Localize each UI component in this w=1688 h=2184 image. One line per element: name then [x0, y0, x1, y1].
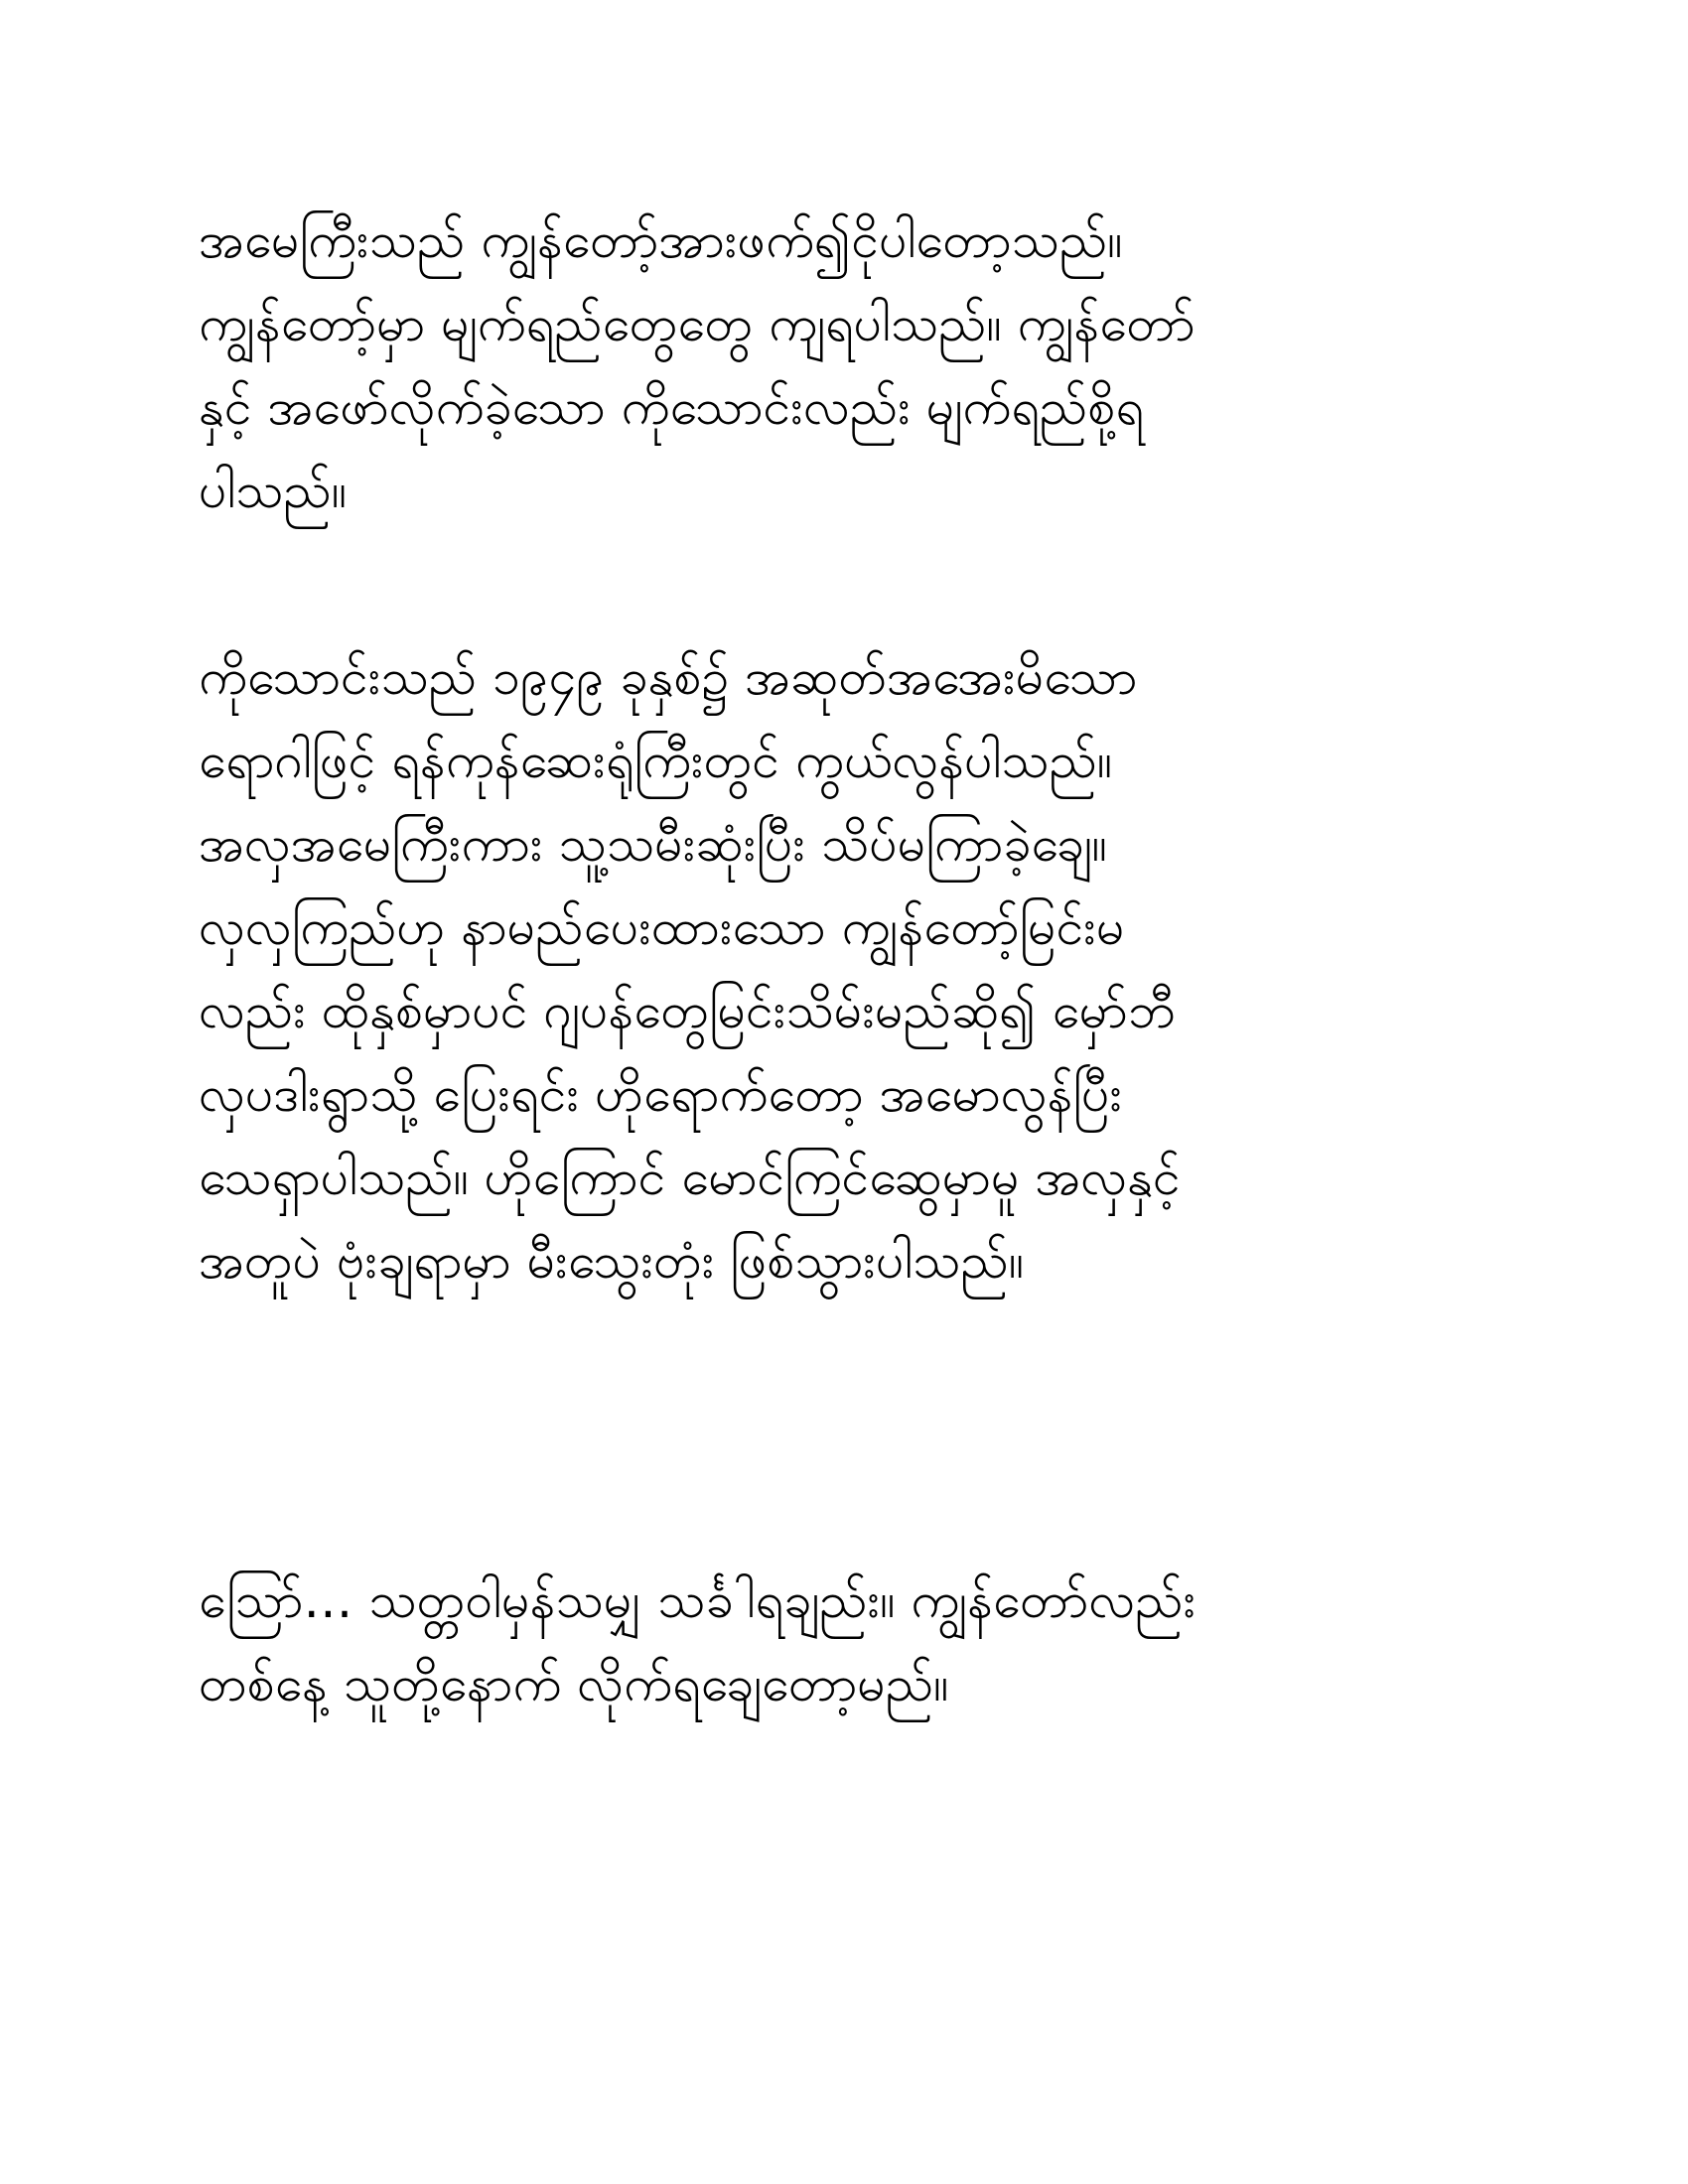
text-line: လှလှကြည်ဟု နာမည်ပေးထားသော ကျွန်တော့်မြင်းမ: [199, 898, 1125, 956]
text-line: သေရှာပါသည်။ ဟိုကြောင် မောင်ကြင်ဆွေမှာမူ အလှနှင့်: [199, 1149, 1181, 1206]
text-line: အလှအမေကြီးကား သူ့သမီးဆုံးပြီး သိပ်မကြာခဲ့ချေ။: [199, 815, 1107, 873]
paragraph-3: [199, 1559, 1489, 1725]
text-line: ပါသည်။: [199, 462, 347, 519]
paragraph-2: [199, 635, 1489, 1302]
text-line: လည်း ထိုနှစ်မှာပင် ဂျပန်တွေမြင်းသိမ်းမည်ဆို၍ မှော်ဘီ: [199, 982, 1177, 1039]
text-line: သြော်… သတ္တဝါမှန်သမျှ သင်္ခါရချည်း။ ကျွန်တော်လည်း: [199, 1571, 1196, 1629]
text-line: နှင့် အဖော်လိုက်ခဲ့သော ကိုသောင်းလည်း မျက်ရည်စို့ရ: [199, 378, 1145, 436]
text-line: ရောဂါဖြင့် ရန်ကုန်ဆေးရုံကြီးတွင် ကွယ်လွန်ပါသည်။: [199, 732, 1113, 789]
text-line: အမေကြီးသည် ကျွန်တော့်အားဖက်၍ငိုပါတော့သည်။: [199, 211, 1123, 269]
paragraph-1: [199, 199, 1489, 532]
text-line: တစ်နေ့ သူတို့နောက် လိုက်ရချေတော့မည်။: [199, 1655, 949, 1712]
text-line: လှပဒါးရွာသို့ ပြေးရင်း ဟိုရောက်တော့ အမောလွန်ပြီး: [199, 1065, 1123, 1123]
text-line: အတူပဲ ဗုံးချရာမှာ မီးသွေးတုံး ဖြစ်သွားပါသည်။: [199, 1232, 1024, 1290]
text-line: ကိုသောင်းသည် ၁၉၄၉ ခုနှစ်၌ အဆုတ်အအေးမိသော: [199, 648, 1138, 706]
text-line: ကျွန်တော့်မှာ မျက်ရည်တွေတွေ ကျရပါသည်။ ကျွန်တော်: [199, 295, 1196, 352]
